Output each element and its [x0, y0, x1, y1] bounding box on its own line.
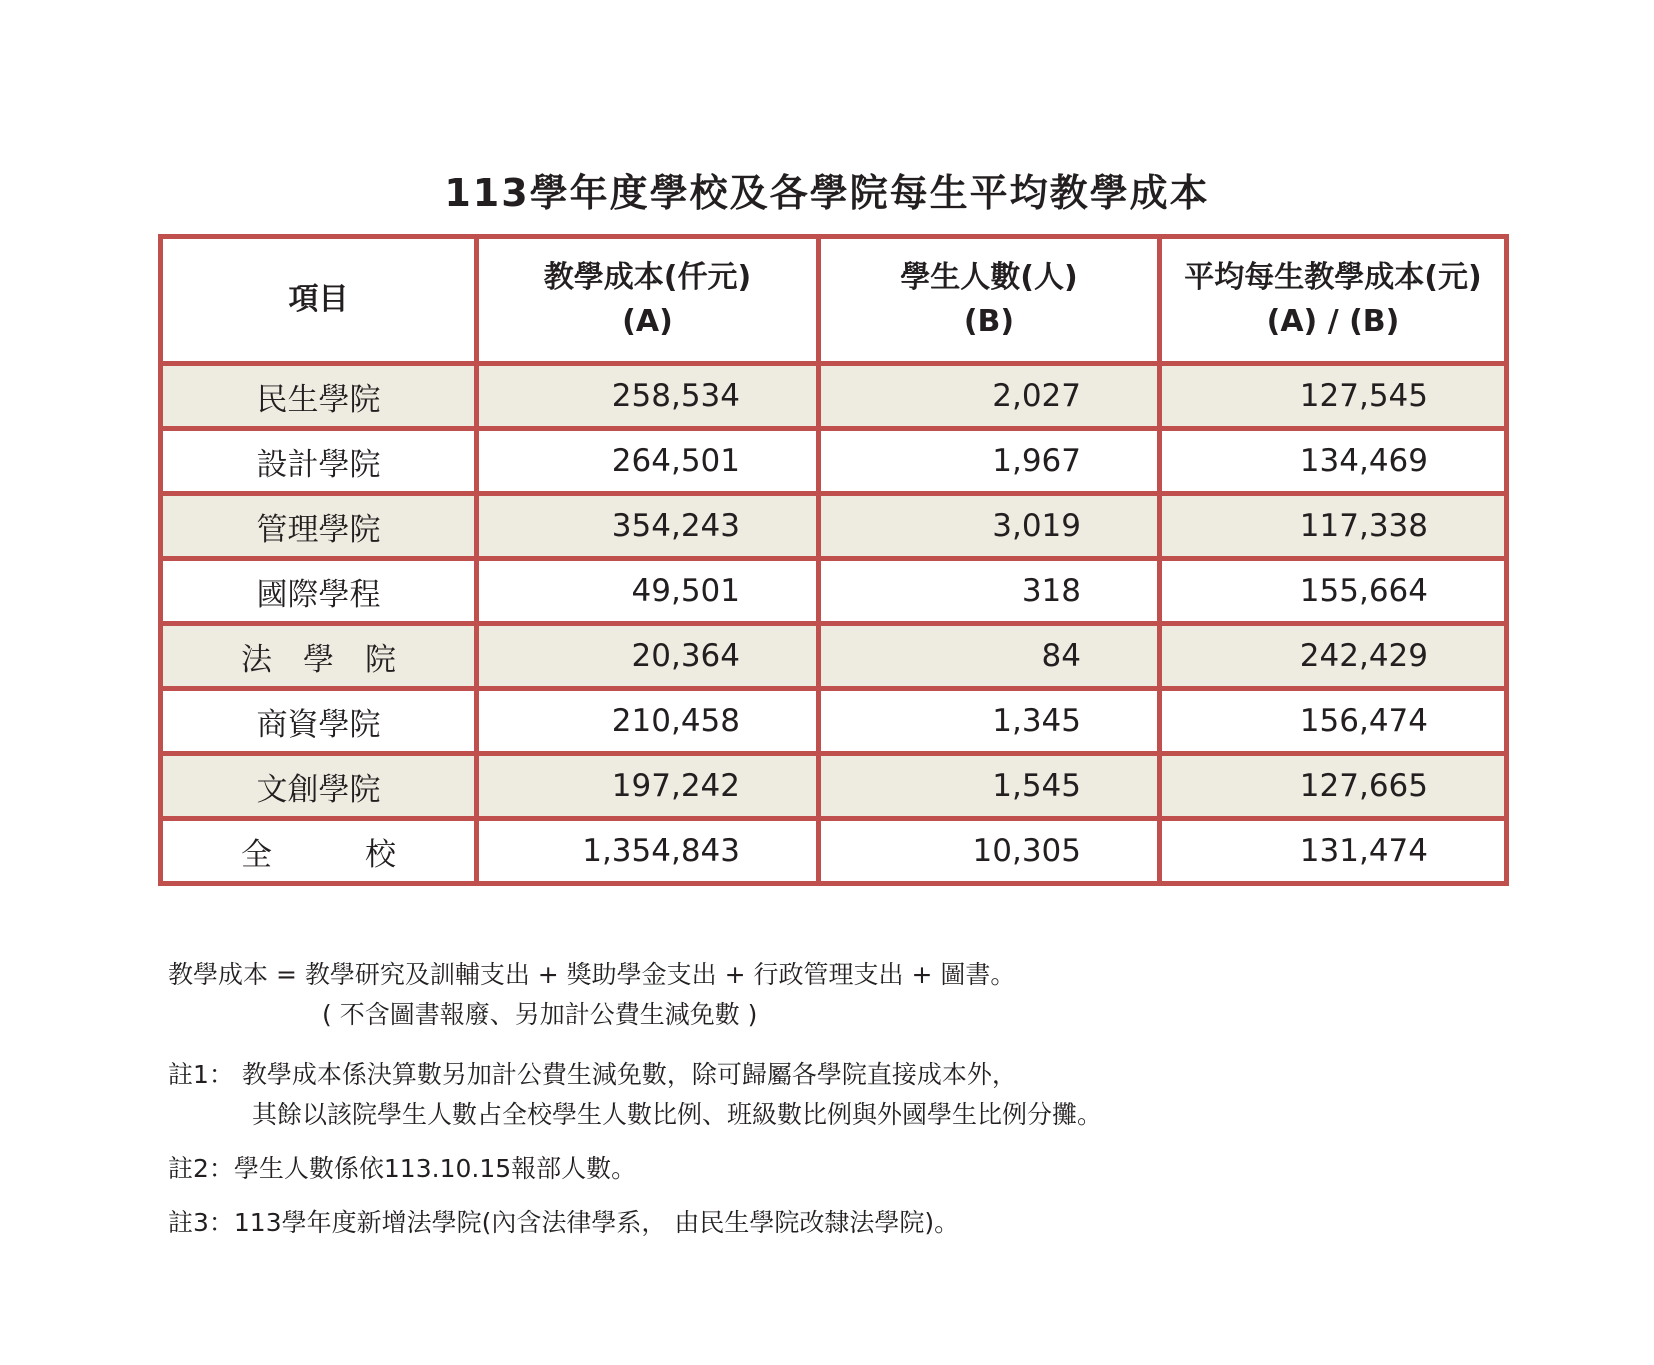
row-average: 117,338	[1160, 494, 1507, 559]
note-3: 註3：113學年度新增法學院(內含法律學系， 由民生學院改隸法學院)。	[168, 1208, 960, 1237]
row-name: 設計學院	[161, 429, 477, 494]
row-average: 131,474	[1160, 819, 1507, 884]
row-cost: 264,501	[477, 429, 819, 494]
table-row	[161, 429, 1507, 494]
row-cost: 49,501	[477, 559, 819, 624]
page-title: 113學年度學校及各學院每生平均教學成本	[444, 171, 1210, 215]
note-2: 註2：學生人數係依113.10.15報部人數。	[168, 1154, 637, 1183]
row-name: 國際學程	[161, 559, 477, 624]
row-students: 1,967	[819, 429, 1160, 494]
row-cost: 1,354,843	[477, 819, 819, 884]
table-row-total	[161, 819, 1507, 884]
table-row	[161, 364, 1507, 429]
header-students: 學生人數(人) (B)	[819, 237, 1160, 364]
row-average: 134,469	[1160, 429, 1507, 494]
table-row	[161, 559, 1507, 624]
header-average: 平均每生教學成本(元) (A) / (B)	[1160, 237, 1507, 364]
row-cost: 197,242	[477, 754, 819, 819]
row-students: 84	[819, 624, 1160, 689]
table-header-row	[161, 237, 1507, 364]
notes-section	[168, 955, 1488, 1243]
table-row	[161, 624, 1507, 689]
table-row	[161, 689, 1507, 754]
row-students: 10,305	[819, 819, 1160, 884]
row-name: 管理學院	[161, 494, 477, 559]
table-row	[161, 754, 1507, 819]
cost-table	[158, 234, 1509, 886]
row-average: 127,545	[1160, 364, 1507, 429]
row-students: 318	[819, 559, 1160, 624]
row-cost: 354,243	[477, 494, 819, 559]
row-students: 1,545	[819, 754, 1160, 819]
row-cost: 258,534	[477, 364, 819, 429]
cost-table-container	[158, 234, 1504, 886]
row-students: 1,345	[819, 689, 1160, 754]
row-students: 3,019	[819, 494, 1160, 559]
table-row	[161, 494, 1507, 559]
note-1-line-1: 註1： 教學成本係決算數另加計公費生減免數，除可歸屬各學院直接成本外，	[168, 1060, 1017, 1089]
row-cost: 20,364	[477, 624, 819, 689]
row-name: 全 校	[161, 819, 477, 884]
row-average: 156,474	[1160, 689, 1507, 754]
formula-text: 教學成本 = 教學研究及訓輔支出 + 獎助學金支出 + 行政管理支出 + 圖書。	[168, 960, 1016, 989]
header-item: 項目	[161, 237, 477, 364]
row-average: 242,429	[1160, 624, 1507, 689]
row-cost: 210,458	[477, 689, 819, 754]
row-average: 155,664	[1160, 559, 1507, 624]
row-name: 民生學院	[161, 364, 477, 429]
note-1-line-2: 其餘以該院學生人數占全校學生人數比例、班級數比例與外國學生比例分攤。	[252, 1100, 1103, 1129]
row-name: 法 學 院	[161, 624, 477, 689]
formula-subtext: ( 不含圖書報廢、另加計公費生減免數 )	[322, 1000, 758, 1029]
row-name: 文創學院	[161, 754, 477, 819]
header-cost: 教學成本(仟元) (A)	[477, 237, 819, 364]
row-name: 商資學院	[161, 689, 477, 754]
row-students: 2,027	[819, 364, 1160, 429]
row-average: 127,665	[1160, 754, 1507, 819]
